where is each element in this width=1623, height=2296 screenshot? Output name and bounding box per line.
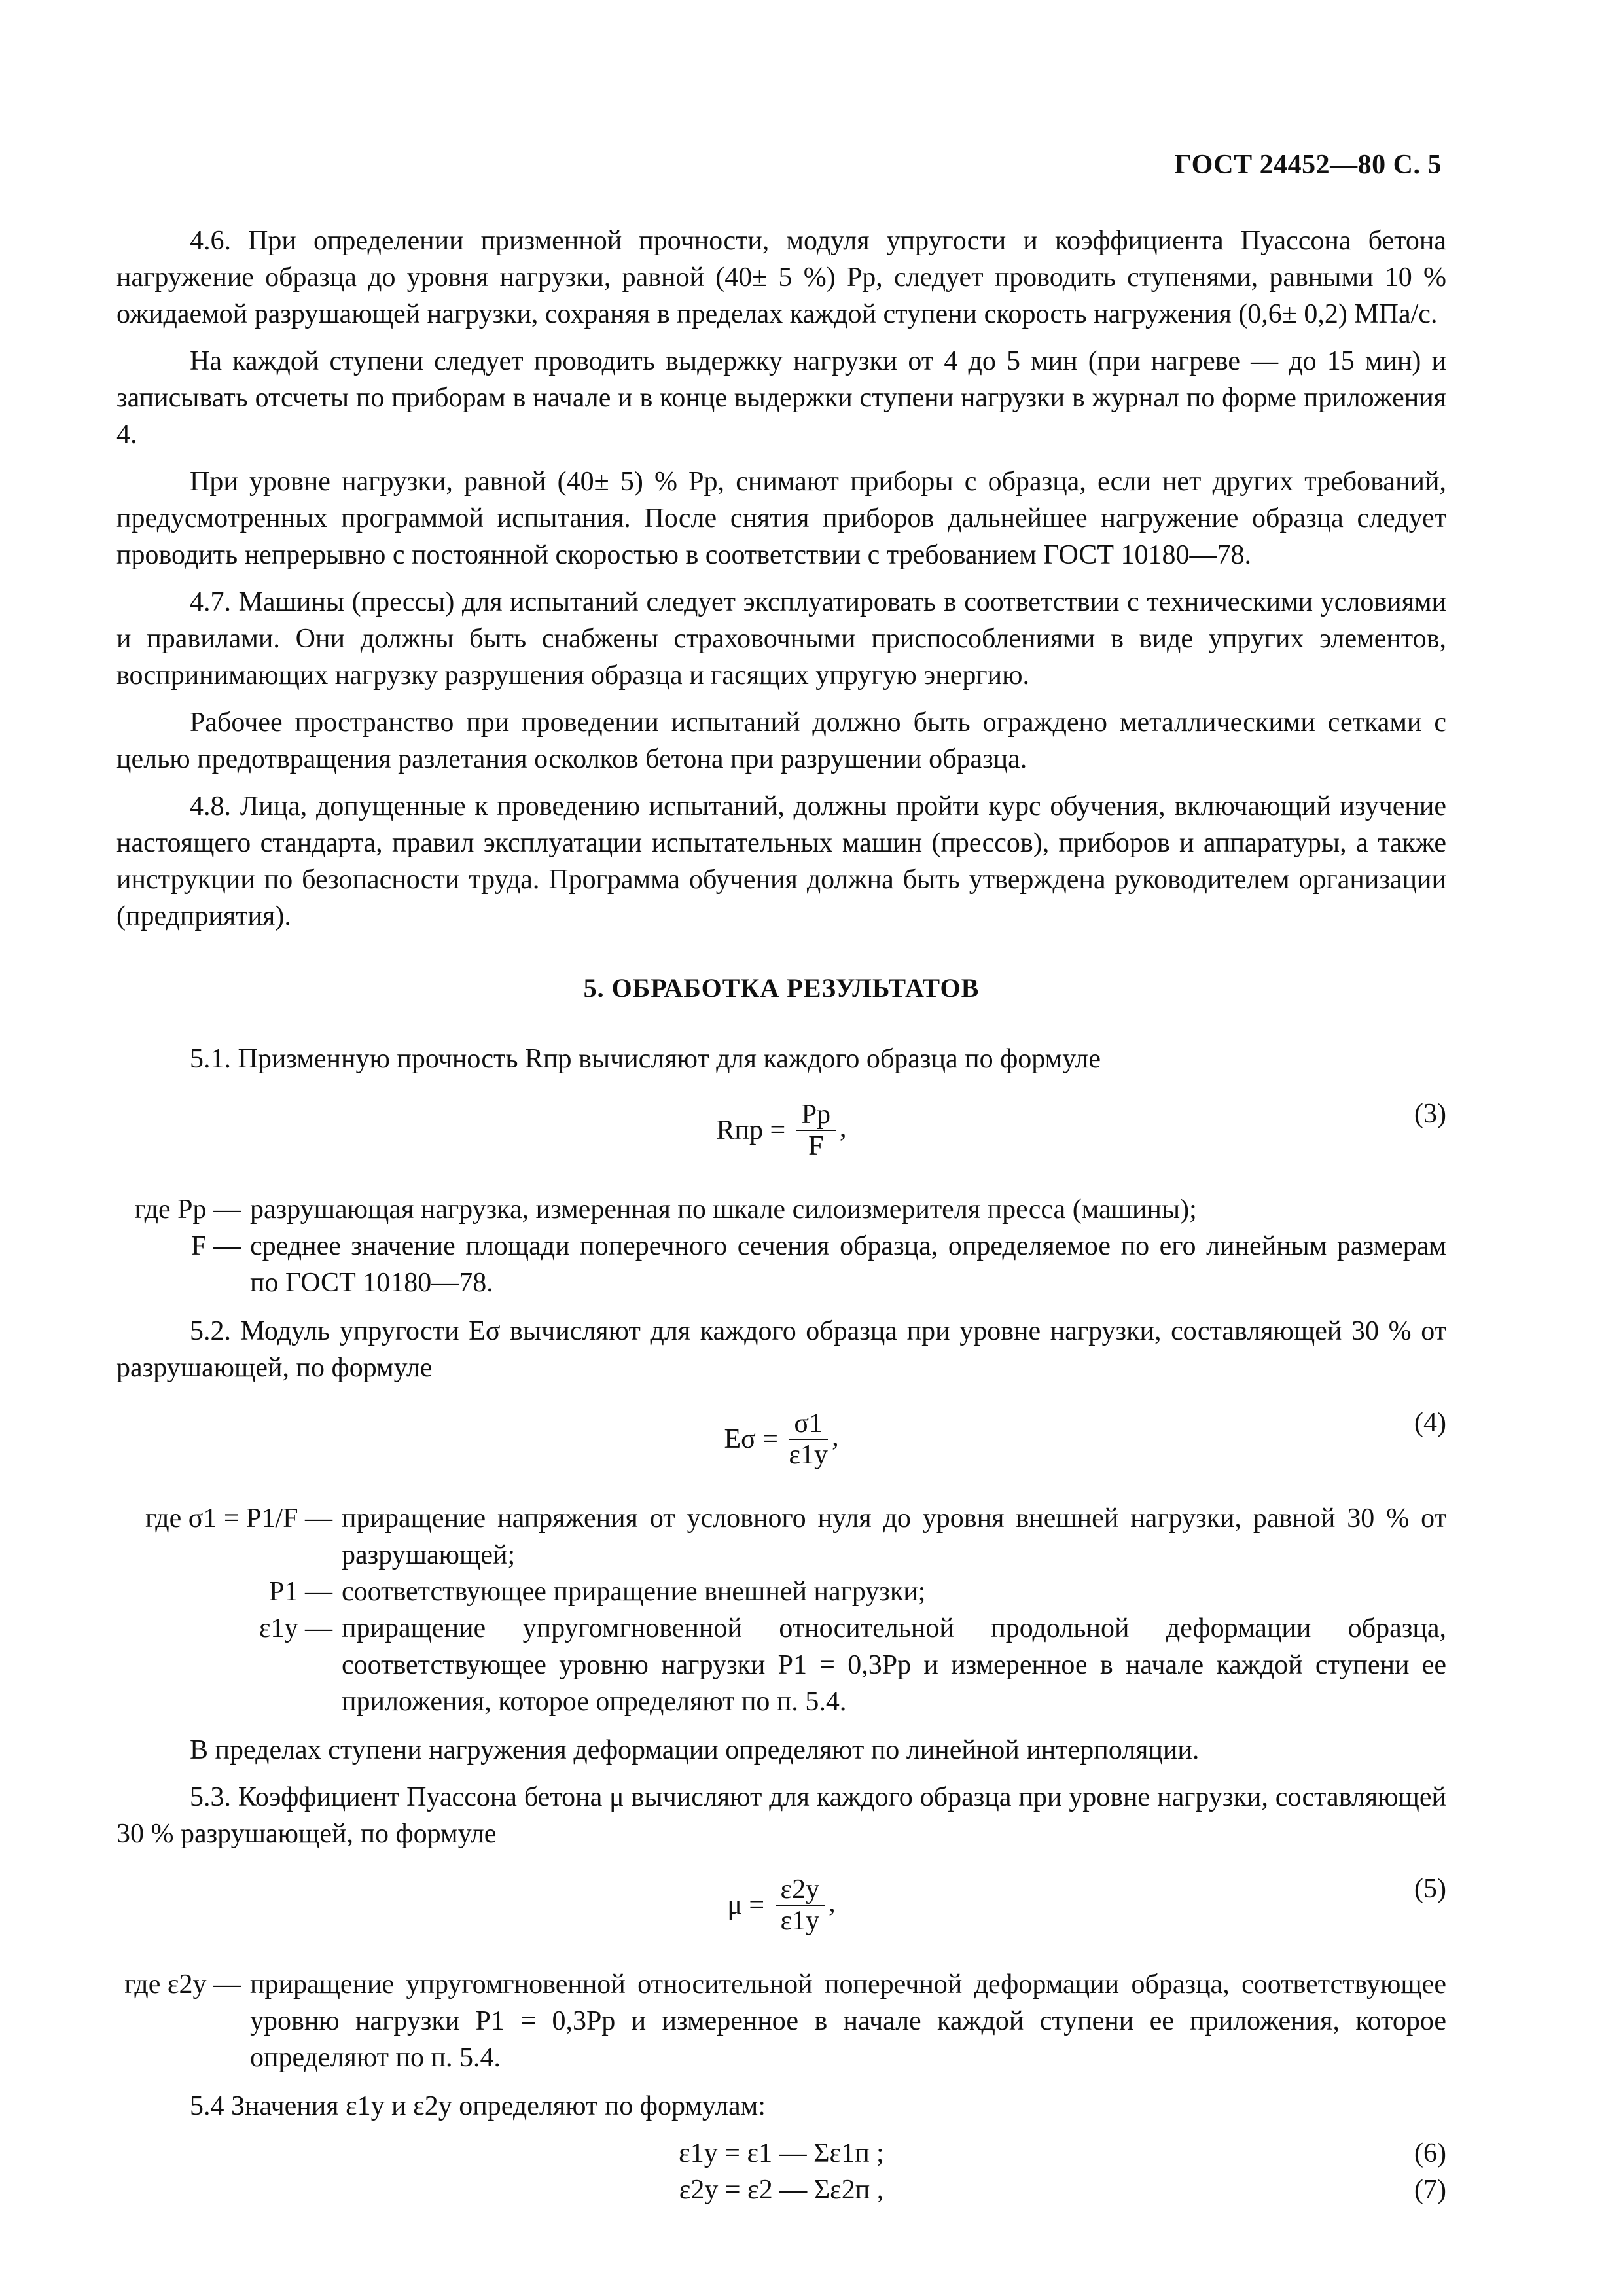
definition-desc: приращение упругомгновенной относительной продольной деформации образца, соответствующее уровню нагрузки P1 = 0,3Pр и измеренное в начале каждой ступени ее приложения, которое определяют по п. 5.4. bbox=[342, 1613, 1446, 1717]
formula-4-tail: , bbox=[832, 1422, 839, 1452]
definition-desc: приращение напряжения от условного нуля до уровня внешней нагрузки, равной 30 % от разрушающей; bbox=[342, 1503, 1446, 1570]
definition-term: где ε2y — bbox=[124, 1969, 241, 2000]
section-title: 5. ОБРАБОТКА РЕЗУЛЬТАТОВ bbox=[583, 973, 980, 1003]
paragraph-4-8: 4.8. Лица, допущенные к проведению испытаний, должны пройти курс обучения, включающий изучение настоящего стандарта, правил эксплуатации испытательных машин (прессов), приборов и аппаратуры, а также инструкции по безопасности труда. Программа обучения должна быть утверждена руководителем организации (предприятия). bbox=[116, 791, 1446, 931]
definition-desc: среднее значение площади поперечного сечения образца, определяемое по его линейным размерам по ГОСТ 10180—78. bbox=[250, 1231, 1446, 1298]
formula-4-denominator: ε1y bbox=[789, 1440, 829, 1470]
formula-5-numerator: ε2y bbox=[776, 1874, 825, 1906]
formula-3-tail: , bbox=[840, 1113, 847, 1143]
paragraph-5-2: 5.2. Модуль упругости Eσ вычисляют для каждого образца при уровне нагрузки, составляющей 30 % от разрушающей, по формуле bbox=[116, 1316, 1446, 1383]
formula-7-number: (7) bbox=[1414, 2175, 1446, 2205]
document-body bbox=[116, 223, 1446, 2208]
formula-5 bbox=[116, 1863, 1446, 1954]
formula-3-fraction bbox=[796, 1100, 836, 1161]
paragraph-4-7-space: Рабочее пространство при проведении испытаний должно быть ограждено металлическими сетками с целью предотвращения разлетания осколков бетона при разрушении образца. bbox=[116, 708, 1446, 774]
definition-term: где Pр — bbox=[134, 1194, 241, 1225]
definition-term: где σ1 = P1/F — bbox=[145, 1503, 332, 1534]
formula-5-denominator: ε1y bbox=[780, 1906, 820, 1936]
formula-3-lhs: Rпр = bbox=[716, 1115, 786, 1145]
definitions-5 bbox=[116, 1966, 1446, 2076]
definition-row bbox=[116, 1191, 1446, 1228]
paragraph-5-3: 5.3. Коэффициент Пуассона бетона μ вычисляют для каждого образца при уровне нагрузки, составляющей 30 % разрушающей, по формуле bbox=[116, 1782, 1446, 1849]
definition-desc: соответствующее приращение внешней нагрузки; bbox=[342, 1577, 926, 1607]
definition-row bbox=[116, 1228, 1446, 1301]
formula-4-numerator: σ1 bbox=[789, 1408, 828, 1440]
page-header: ГОСТ 24452—80 С. 5 bbox=[1174, 150, 1442, 180]
definitions-3 bbox=[116, 1191, 1446, 1301]
paragraph-4-7: 4.7. Машины (прессы) для испытаний следует эксплуатировать в соответствии с техническими условиями и правилами. Они должны быть снабжены страховочными приспособлениями в виде упругих элементов, воспринимающих нагрузку разрушения образца и гасящих упругую энергию. bbox=[116, 587, 1446, 691]
formula-4-lhs: Eσ = bbox=[724, 1424, 778, 1454]
paragraph-5-2-interpolation: В пределах ступени нагружения деформации определяют по линейной интерполяции. bbox=[190, 1735, 1200, 1765]
definition-desc: приращение упругомгновенной относительной поперечной деформации образца, соответствующее уровню нагрузки P1 = 0,3Pр и измеренное в начале каждой ступени ее приложения, которое определяют по п. 5.4. bbox=[250, 1969, 1446, 2073]
definition-row bbox=[116, 1500, 1446, 1573]
formula-3-denominator: F bbox=[808, 1131, 824, 1161]
paragraph-4-6-hold: На каждой ступени следует проводить выдержку нагрузки от 4 до 5 мин (при нагреве — до 15 мин) и записывать отсчеты по приборам в начале и в конце выдержки ступени нагрузки в журнал по форме приложения 4. bbox=[116, 346, 1446, 450]
formula-7 bbox=[116, 2172, 1446, 2208]
paragraph-4-6: 4.6. При определении призменной прочности, модуля упругости и коэффициента Пуассона бетона нагружение образца до уровня нагрузки, равной (40± 5 %) Pр, следует проводить ступенями, равными 10 % ожидаемой разрушающей нагрузки, сохраняя в пределах каждой ступени скорость нагружения (0,6± 0,2) МПа/с. bbox=[116, 226, 1446, 329]
formula-6-expr: ε1y = ε1 — Σε1п ; bbox=[679, 2138, 884, 2168]
formula-5-fraction bbox=[776, 1874, 825, 1936]
formula-4-number: (4) bbox=[1414, 1408, 1446, 1438]
definition-desc: разрушающая нагрузка, измеренная по шкале силоизмерителя пресса (машины); bbox=[250, 1194, 1197, 1225]
formula-5-number: (5) bbox=[1414, 1874, 1446, 1904]
formula-3-number: (3) bbox=[1414, 1099, 1446, 1129]
formula-5-lhs: μ = bbox=[727, 1890, 765, 1920]
paragraph-4-6-remove: При уровне нагрузки, равной (40± 5) % Pр, снимают приборы с образца, если нет других требований, предусмотренных программой испытания. После снятия приборов дальнейшее нагружение образца следует проводить непрерывно с постоянной скоростью в соответствии с требованием ГОСТ 10180—78. bbox=[116, 467, 1446, 570]
definition-row bbox=[116, 1966, 1446, 2076]
definitions-4 bbox=[116, 1500, 1446, 1720]
formula-6 bbox=[116, 2135, 1446, 2172]
formula-7-expr: ε2y = ε2 — Σε2п , bbox=[679, 2175, 884, 2205]
definition-term: P1 — bbox=[269, 1577, 332, 1607]
definition-term: ε1y — bbox=[259, 1613, 332, 1643]
formula-5-tail: , bbox=[829, 1888, 836, 1918]
definition-row bbox=[116, 1610, 1446, 1720]
formula-6-number: (6) bbox=[1414, 2138, 1446, 2168]
formula-4-fraction bbox=[789, 1408, 828, 1470]
paragraph-5-4: 5.4 Значения ε1y и ε2y определяют по формулам: bbox=[190, 2091, 766, 2121]
paragraph-5-1: 5.1. Призменную прочность Rпр вычисляют для каждого образца по формуле bbox=[190, 1044, 1101, 1074]
formula-4 bbox=[116, 1397, 1446, 1488]
formula-3 bbox=[116, 1088, 1446, 1179]
formula-3-numerator: Pр bbox=[796, 1100, 836, 1131]
definition-row bbox=[116, 1573, 1446, 1610]
definition-term: F — bbox=[191, 1231, 241, 1261]
